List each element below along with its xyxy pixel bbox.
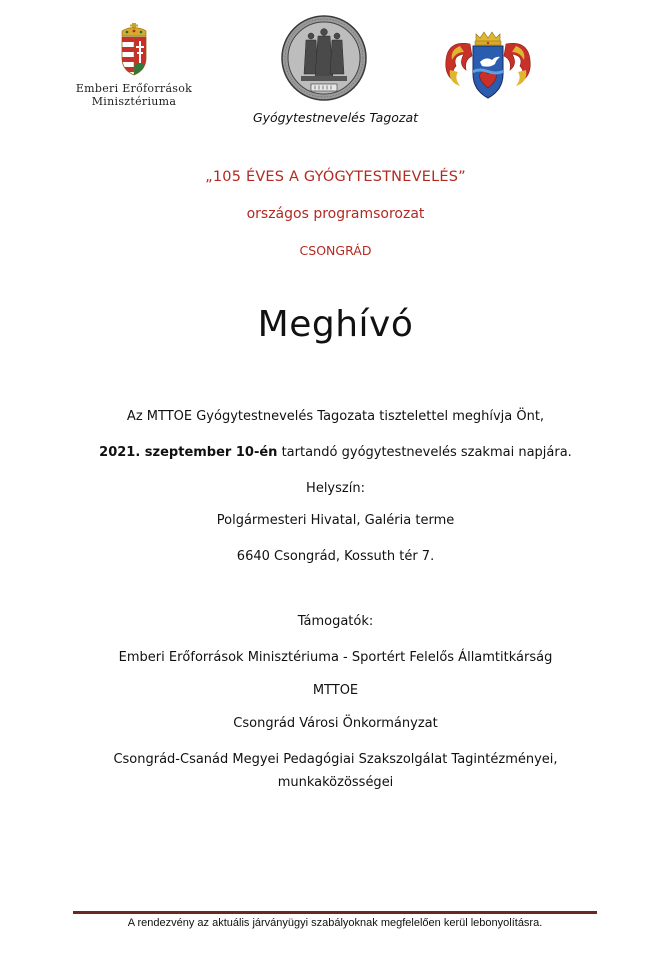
event-description: tartandó gyógytestnevelés szakmai napjára. — [277, 445, 572, 460]
event-date: 2021. szeptember 10-én — [99, 445, 278, 460]
event-date-line — [0, 445, 671, 460]
ministry-logo — [72, 22, 196, 110]
supporter-item: Csongrád Városi Önkormányzat — [233, 716, 438, 731]
city-logo — [442, 26, 534, 102]
seal-logo — [281, 14, 367, 104]
footer-note: A rendezvény az aktuális járványügyi szabályoknak megfelelően kerül lebonyolításra. — [127, 917, 543, 929]
ministry-name-line2: Minisztériuma — [91, 95, 177, 108]
invitation-intro: Az MTTOE Gyógytestnevelés Tagozata tisztelettel meghívja Önt, — [126, 409, 545, 424]
ministry-name-line1: Emberi Erőforrások — [75, 82, 193, 95]
supporter-item: Emberi Erőforrások Minisztériuma - Sportért Felelős Államtitkárság — [118, 650, 553, 665]
program-city: CSONGRÁD — [299, 243, 372, 258]
supporters-label: Támogatók: — [297, 614, 374, 629]
footer-rule — [73, 911, 597, 914]
supporter-item: MTTOE — [312, 683, 359, 698]
university-seal-icon — [281, 14, 367, 104]
program-series: országos programsorozat — [246, 206, 425, 222]
venue-name: Polgármesteri Hivatal, Galéria terme — [216, 513, 455, 528]
hungarian-coat-of-arms-icon — [72, 22, 196, 82]
supporter-item-line1: Csongrád-Csanád Megyei Pedagógiai Szakszolgálat Tagintézményei, — [113, 752, 558, 767]
venue-address: 6640 Csongrád, Kossuth tér 7. — [236, 549, 435, 564]
city-coat-of-arms-icon — [442, 26, 534, 102]
venue-label: Helyszín: — [306, 481, 365, 496]
document-title: Meghívó — [257, 304, 414, 345]
supporter-item-line2: munkaközösségei — [277, 775, 394, 790]
section-title: Gyógytestnevelés Tagozat — [252, 110, 419, 125]
program-headline: „105 ÉVES A GYÓGYTESTNEVELÉS” — [205, 169, 466, 185]
